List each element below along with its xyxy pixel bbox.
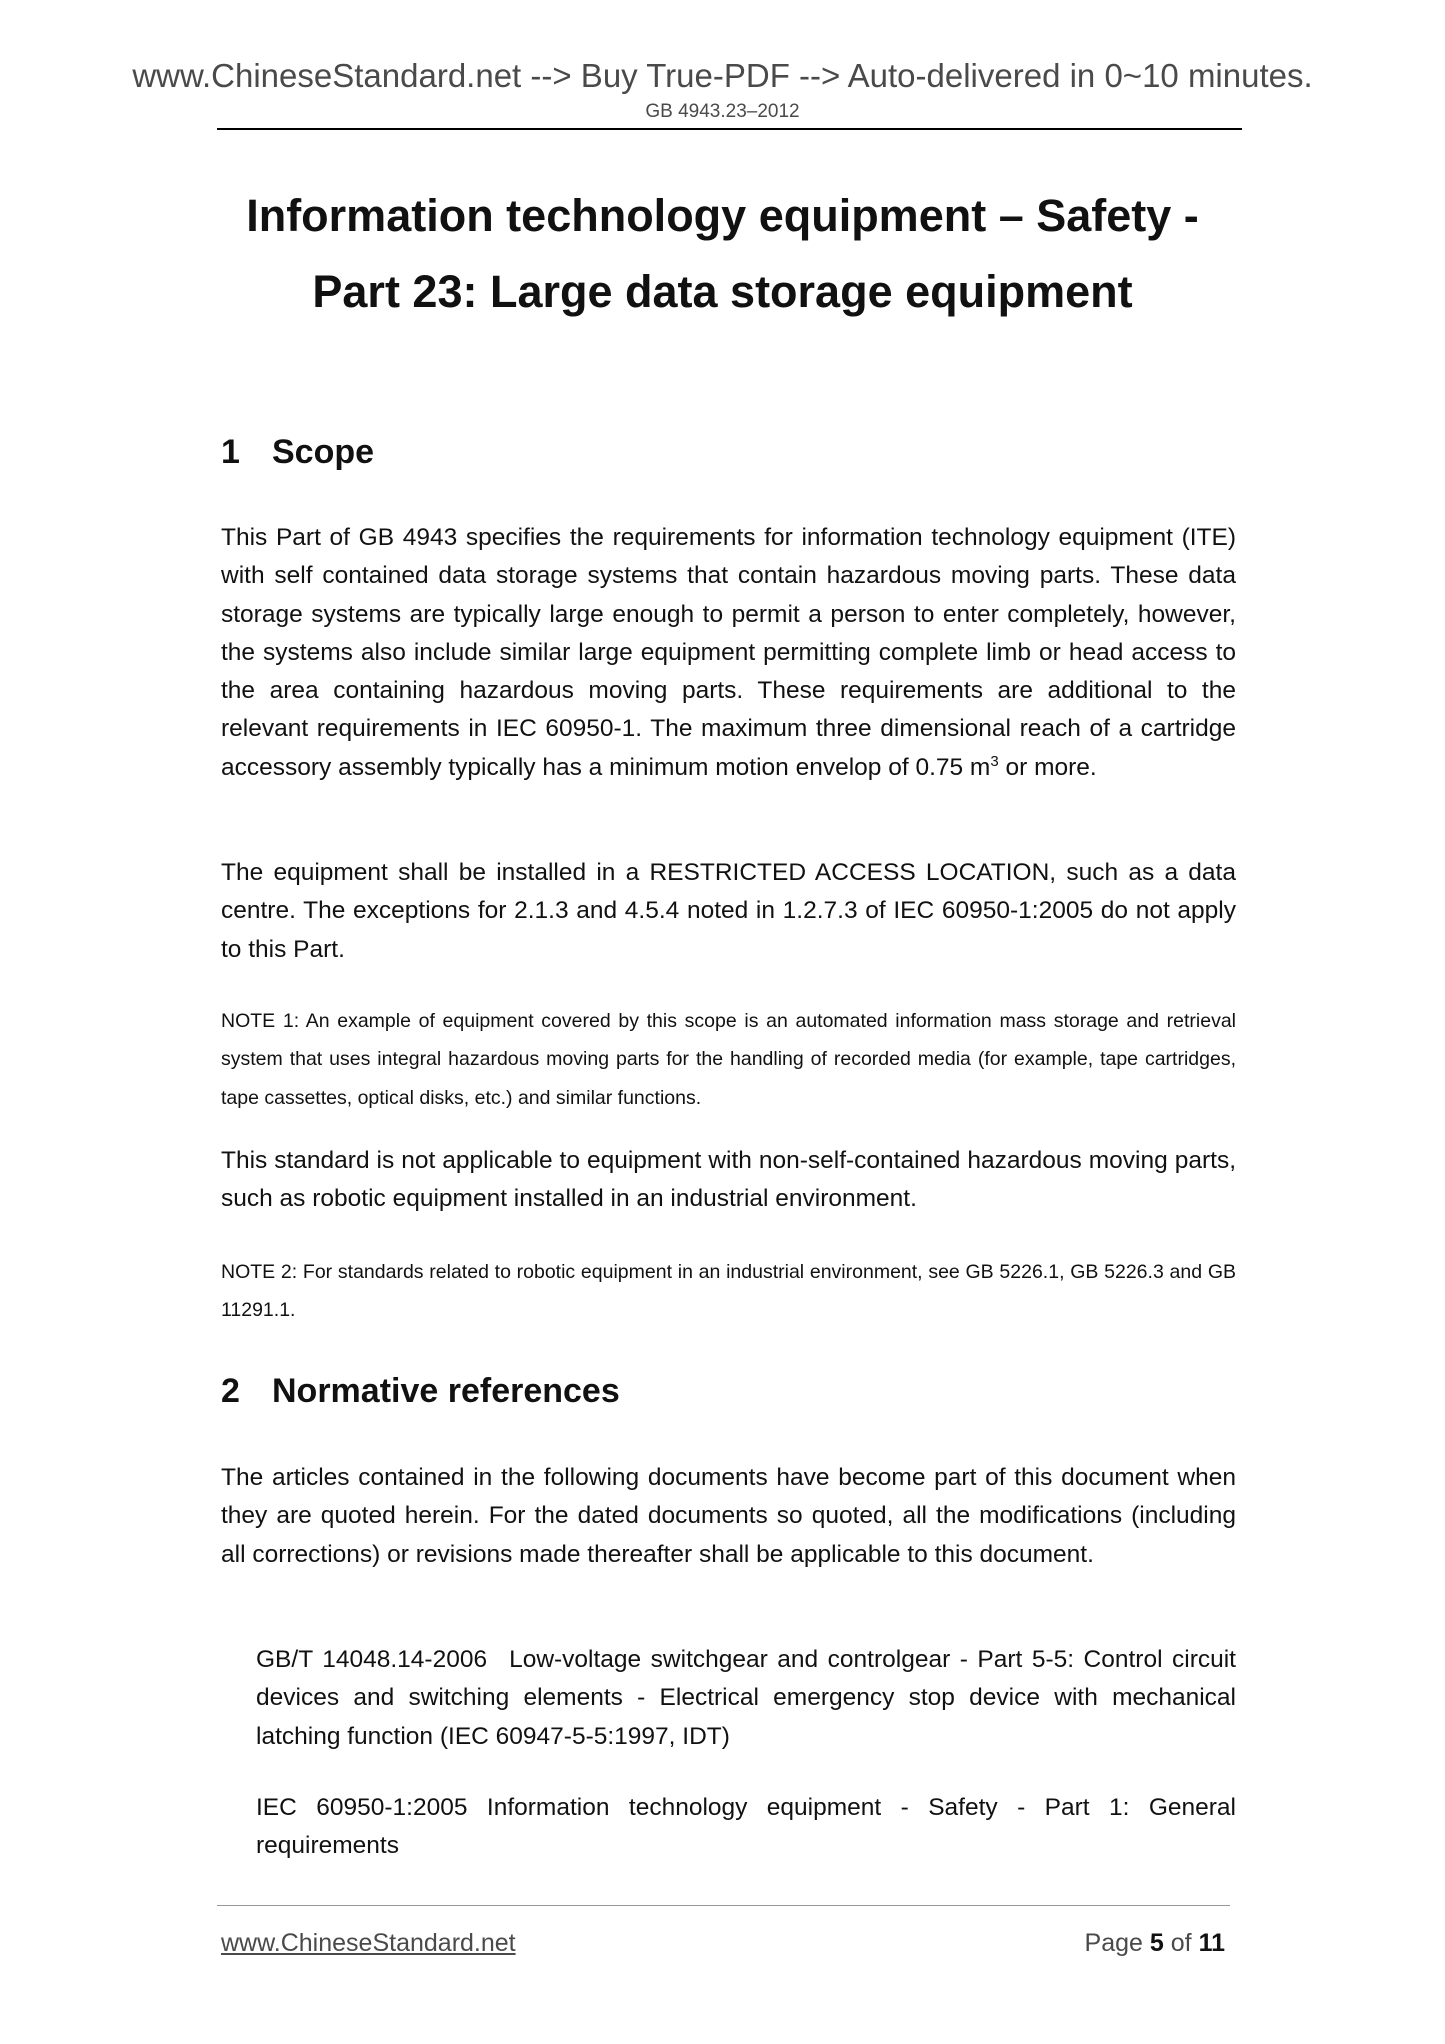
reference-item (256, 1789, 1236, 1866)
page-current: 5 (1149, 1929, 1164, 1957)
scope-paragraph-1 (221, 519, 1236, 787)
section-1-title: Scope (272, 433, 375, 471)
reference-code: IEC 60950-1:2005 (256, 1794, 468, 1821)
page-label: Page (1084, 1929, 1143, 1957)
scope-paragraph-2: The equipment shall be installed in a RESTRICTED ACCESS LOCATION, such as a data centre. The exceptions for 2.1.3 and 4.5.4 noted in 1.2.7.3 of IEC 60950-1:2005 do not apply to this Part. (221, 859, 1236, 963)
reference-code: GB/T 14048.14-2006 (256, 1646, 488, 1673)
reference-title: Information technology equipment - Safety - Part 1: General requirements (256, 1794, 1237, 1860)
scope-note-2: NOTE 2: For standards related to robotic equipment in an industrial environment, see GB 5226.1, GB 5226.3 and GB 11291.1. (221, 1261, 1236, 1322)
section-1-heading (221, 430, 374, 474)
section-1-number: 1 (221, 433, 240, 471)
section-2-number: 2 (221, 1372, 240, 1410)
document-title-line2: Part 23: Large data storage equipment (312, 266, 1133, 317)
cubic-superscript: 3 (990, 752, 999, 770)
section-2-heading (221, 1369, 620, 1413)
scope-note-1: NOTE 1: An example of equipment covered by this scope is an automated information mass storage and retrieval system that uses integral hazardous moving parts for the handling of recorded media (for example, tape cartridges, tape cassettes, optical disks, etc.) and similar functions. (221, 1010, 1236, 1109)
page-indicator (1085, 1928, 1225, 1958)
footer-divider (217, 1905, 1230, 1906)
scope-paragraph-1-end: or more. (998, 753, 1097, 781)
standard-code: GB 4943.23–2012 (645, 101, 800, 122)
scope-paragraph-1-text: This Part of GB 4943 specifies the requirements for information technology equipment (ITE) with self contained data storage systems that contain hazardous moving parts. These data storage systems are typically large enough to permit a person to enter completely, however, the systems also include similar large equipment permitting complete limb or head access to the area containing hazardous moving parts. These requirements are additional to the relevant requirements in IEC 60950-1. The maximum three dimensional reach of a cartridge accessory assembly typically has a minimum motion envelop of 0.75 m (221, 524, 1236, 781)
section-2-title: Normative references (272, 1372, 620, 1410)
reference-item (256, 1641, 1236, 1756)
reference-title: Low-voltage switchgear and controlgear - Part 5-5: Control circuit devices and switching elements - Electrical emergency stop device with mechanical latching function (IEC 60947-5-5:1997, IDT) (256, 1646, 1236, 1750)
scope-paragraph-3: This standard is not applicable to equipment with non-self-contained hazardous moving parts, such as robotic equipment installed in an industrial environment. (221, 1147, 1236, 1213)
header-divider (217, 128, 1242, 130)
footer-website-link[interactable]: www.ChineseStandard.net (221, 1929, 516, 1957)
document-title-line1: Information technology equipment – Safety - (246, 190, 1199, 241)
page-of-label: of (1170, 1929, 1192, 1957)
normative-intro-paragraph: The articles contained in the following documents have become part of this document when they are quoted herein. For the dated documents so quoted, all the modifications (including all corrections) or revisions made thereafter shall be applicable to this document. (221, 1464, 1236, 1568)
header-banner: www.ChineseStandard.net --> Buy True-PDF --> Auto-delivered in 0~10 minutes. (132, 57, 1313, 94)
page-total: 11 (1198, 1929, 1225, 1957)
